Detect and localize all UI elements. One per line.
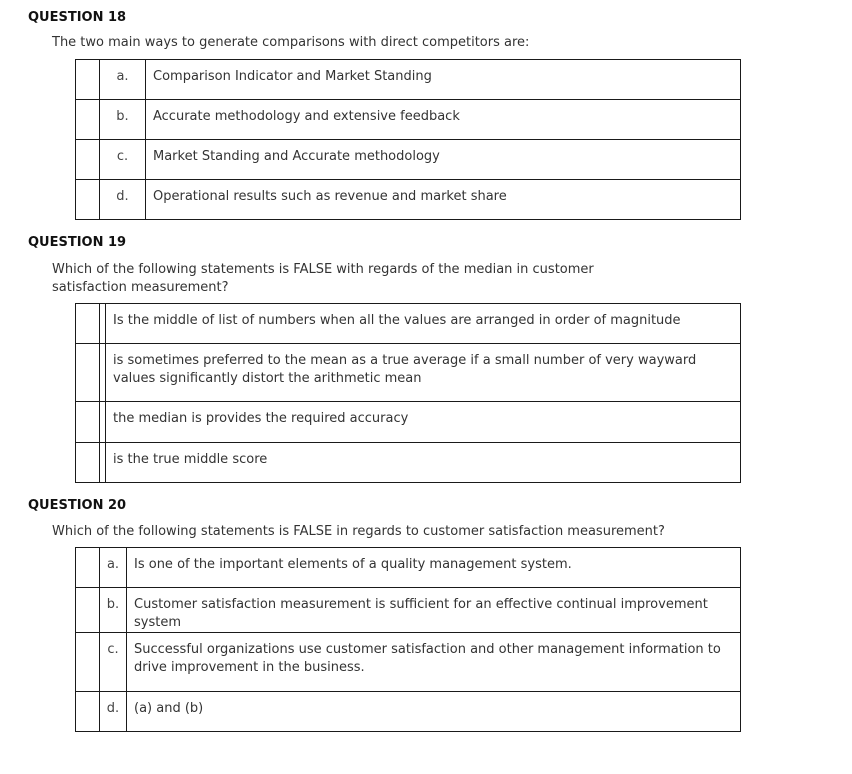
question-19-title: QUESTION 19 (28, 235, 127, 250)
option-row (76, 140, 741, 180)
option-letter: b. (100, 100, 146, 140)
option-letter: d. (100, 180, 146, 220)
option-radio[interactable] (76, 548, 100, 588)
option-row (76, 304, 741, 344)
question-20-options (75, 547, 741, 732)
option-letter: c. (100, 140, 146, 180)
option-row (76, 402, 741, 443)
option-text[interactable]: Market Standing and Accurate methodology (146, 140, 741, 180)
option-text[interactable]: (a) and (b) (127, 692, 741, 732)
option-radio[interactable] (76, 344, 100, 402)
question-19-prompt: Which of the following statements is FALSE with regards of the median in customer satisfaction measurement? (52, 262, 594, 295)
option-row (76, 443, 741, 483)
option-row (76, 588, 741, 633)
option-text[interactable]: Comparison Indicator and Market Standing (146, 60, 741, 100)
option-text[interactable]: the median is provides the required accuracy (106, 402, 741, 443)
option-row (76, 100, 741, 140)
option-radio[interactable] (76, 443, 100, 483)
option-text[interactable]: Is one of the important elements of a quality management system. (127, 548, 741, 588)
option-row (76, 692, 741, 732)
option-radio[interactable] (76, 304, 100, 344)
option-letter: a. (100, 60, 146, 100)
option-radio[interactable] (76, 100, 100, 140)
option-text[interactable]: Is the middle of list of numbers when all the values are arranged in order of magnitude (106, 304, 741, 344)
question-18-prompt: The two main ways to generate comparisons with direct competitors are: (52, 35, 530, 50)
question-18-title: QUESTION 18 (28, 10, 127, 25)
option-row (76, 180, 741, 220)
option-radio[interactable] (76, 180, 100, 220)
option-row (76, 548, 741, 588)
question-20-title: QUESTION 20 (28, 498, 127, 513)
option-text[interactable]: is sometimes preferred to the mean as a true average if a small number of very wayward values significantly distort the arithmetic mean (106, 344, 741, 402)
option-letter: d. (100, 692, 127, 732)
option-text[interactable]: Accurate methodology and extensive feedback (146, 100, 741, 140)
option-text[interactable]: Operational results such as revenue and market share (146, 180, 741, 220)
option-row (76, 633, 741, 692)
option-radio[interactable] (76, 402, 100, 443)
option-text[interactable]: Successful organizations use customer satisfaction and other management information to drive improvement in the business. (127, 633, 741, 692)
question-18-options (75, 59, 741, 220)
question-20-prompt: Which of the following statements is FALSE in regards to customer satisfaction measurement? (52, 524, 665, 539)
option-text[interactable]: is the true middle score (106, 443, 741, 483)
option-letter: b. (100, 588, 127, 633)
option-radio[interactable] (76, 140, 100, 180)
option-radio[interactable] (76, 692, 100, 732)
question-19-options (75, 303, 741, 483)
option-radio[interactable] (76, 60, 100, 100)
option-letter: c. (100, 633, 127, 692)
option-text[interactable]: Customer satisfaction measurement is sufficient for an effective continual improvement system (127, 588, 741, 633)
option-row (76, 344, 741, 402)
option-radio[interactable] (76, 633, 100, 692)
option-letter: a. (100, 548, 127, 588)
option-row (76, 60, 741, 100)
option-radio[interactable] (76, 588, 100, 633)
